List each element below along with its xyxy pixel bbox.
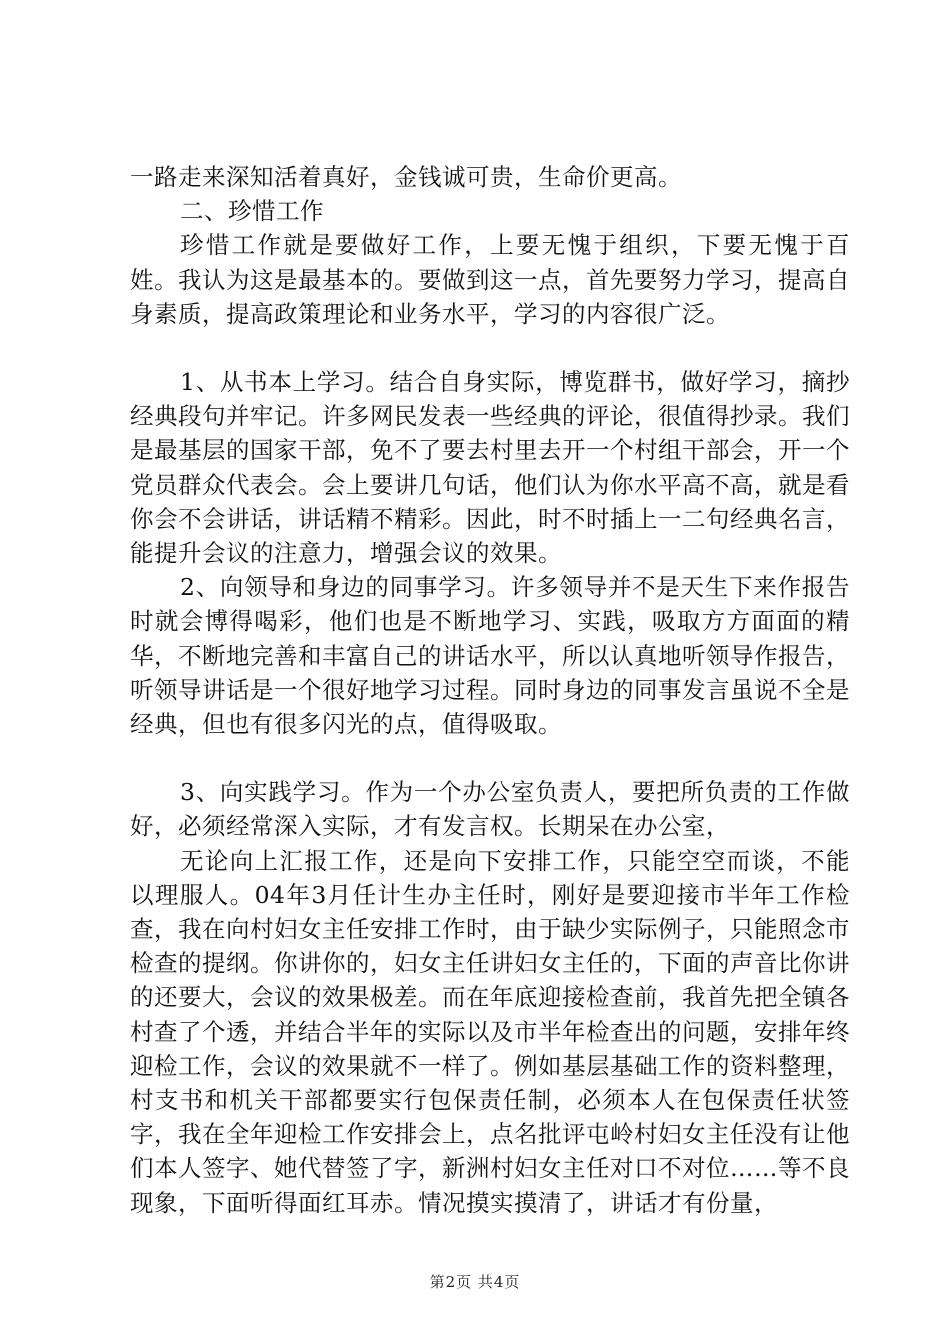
paragraph-item-2: 2、向领导和身边的同事学习。许多领导并不是天生下来作报告时就会博得喝彩，他们也是不断地学习、实践，吸取方方面面的精华，不断地完善和丰富自己的讲话水平，所以认真地听领导作报告，听领导讲话是一个很好地学习过程。同时身边的同事发言虽说不全是经典，但也有很多闪光的点，值得吸取。 [130,573,850,739]
paragraph: 无论向上汇报工作，还是向下安排工作，只能空空而谈，不能以理服人。04年3月任计生办主任时，刚好是要迎接市半年工作检查，我在向村妇女主任安排工作时，由于缺少实际例子，只能照念市检查的提纲。你讲你的，妇女主任讲妇女主任的，下面的声音比你讲的还要大，会议的效果极差。而在年底迎接检查前，我首先把全镇各村查了个透，并结合半年的实际以及市半年检查出的问题，安排年终迎检工作，会议的效果就不一样了。例如基层基础工作的资料整理，村支书和机关干部都要实行包保责任制，必须本人在包保责任状签字，我在全年迎检工作安排会上，点名批评屯岭村妇女主任没有让他们本人签字、她代替签了字，新洲村妇女主任对口不对位……等不良现象，下面听得面红耳赤。情况摸实摸清了，讲话才有份量， [130,846,850,1217]
paragraph-item-3: 3、向实践学习。作为一个办公室负责人，要把所负责的工作做好，必须经常深入实际，才有发言权。长期呆在办公室， [130,778,850,841]
paragraph: 珍惜工作就是要做好工作，上要无愧于组织，下要无愧于百姓。我认为这是最基本的。要做到这一点，首先要努力学习，提高自身素质，提高政策理论和业务水平，学习的内容很广泛。 [130,231,850,328]
page-number-footer: 第2页 共4页 [429,1273,521,1291]
paragraph-item-1: 1、从书本上学习。结合自身实际，博览群书，做好学习，摘抄经典段句并牢记。许多网民发表一些经典的评论，很值得抄录。我们是最基层的国家干部，免不了要去村里去开一个村组干部会，开一个党员群众代表会。会上要讲几句话，他们认为你水平高不高，就是看你会不会讲话，讲话精不精彩。因此，时不时插上一二句经典名言，能提升会议的注意力，增强会议的效果。 [130,368,850,568]
document-body [130,160,850,1220]
paragraph-gap [130,331,850,365]
paragraph-gap [130,741,850,775]
section-heading: 二、珍惜工作 [180,197,324,226]
paragraph-continuation: 一路走来深知活着真好，金钱诚可贵，生命价更高。 [130,163,682,191]
